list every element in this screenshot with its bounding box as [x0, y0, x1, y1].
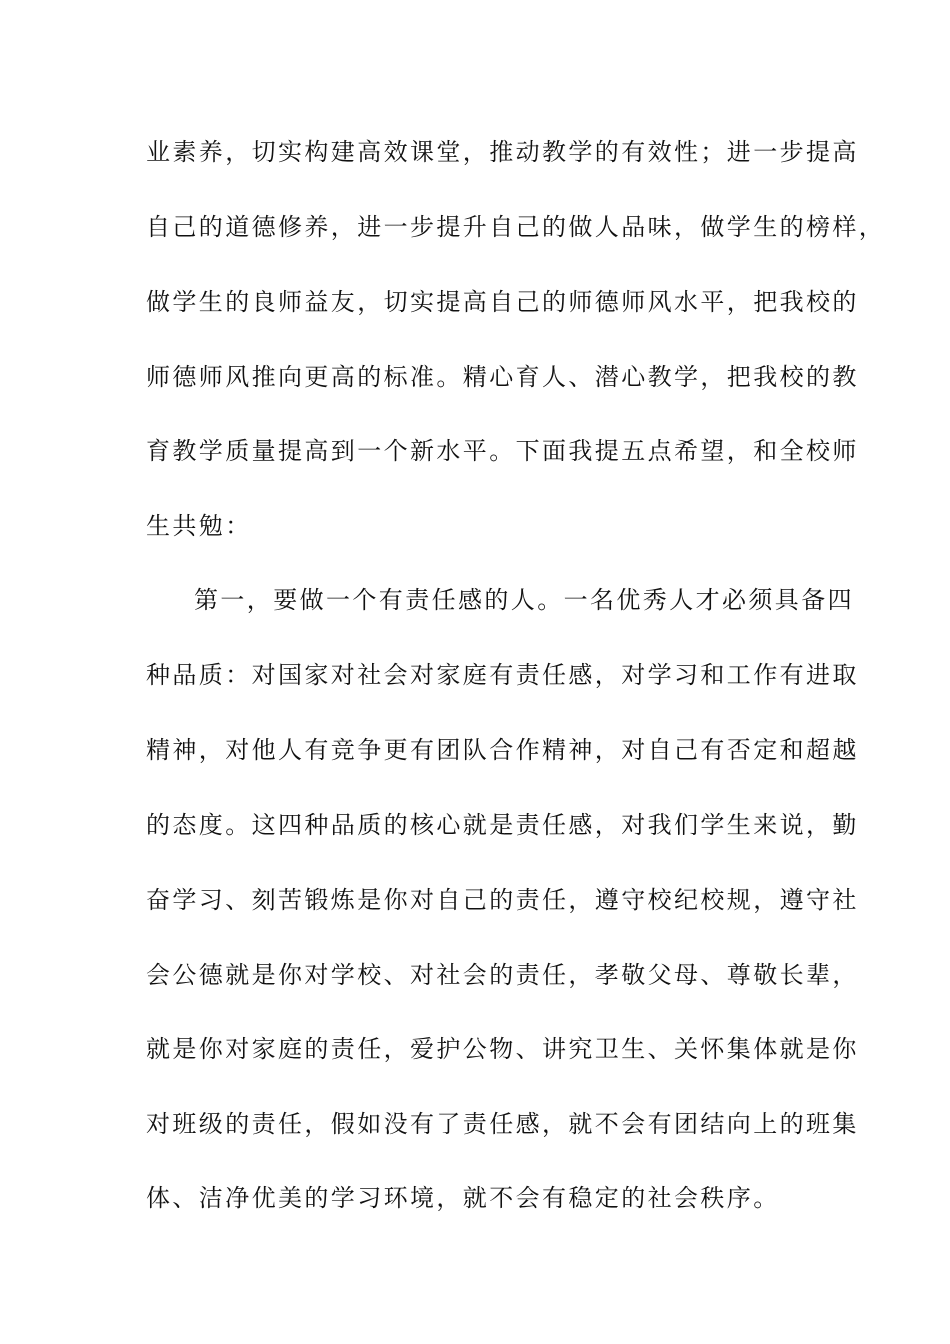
- paragraph-2-line-6: 会公德就是你对学校、对社会的责任，孝敬父母、尊敬长辈，: [146, 961, 859, 989]
- paragraph-1-line-3: 做学生的良师益友，切实提高自己的师德师风水平，把我校的: [146, 288, 859, 316]
- paragraph-2-line-5: 奋学习、刻苦锻炼是你对自己的责任，遵守校纪校规，遵守社: [146, 886, 859, 914]
- paragraph-2-line-7: 就是你对家庭的责任，爱护公物、讲究卫生、关怀集体就是你: [146, 1035, 859, 1063]
- paragraph-2-line-8: 对班级的责任，假如没有了责任感，就不会有团结向上的班集: [146, 1110, 859, 1138]
- paragraph-2-line-4: 的态度。这四种品质的核心就是责任感，对我们学生来说，勤: [146, 811, 859, 839]
- paragraph-1-line-2: 自己的道德修养，进一步提升自己的做人品味，做学生的榜样，: [146, 213, 886, 241]
- paragraph-2-line-1: 第一，要做一个有责任感的人。一名优秀人才必须具备四: [194, 586, 854, 614]
- paragraph-2-line-2: 种品质：对国家对社会对家庭有责任感，对学习和工作有进取: [146, 661, 859, 689]
- paragraph-1-line-6: 生共勉：: [146, 512, 252, 540]
- paragraph-1-line-4: 师德师风推向更高的标准。精心育人、潜心教学，把我校的教: [146, 363, 859, 391]
- paragraph-2-line-9: 体、洁净优美的学习环境，就不会有稳定的社会秩序。: [146, 1184, 780, 1212]
- paragraph-1-line-5: 育教学质量提高到一个新水平。下面我提五点希望，和全校师: [146, 437, 859, 465]
- paragraph-2-line-3: 精神，对他人有竞争更有团队合作精神，对自己有否定和超越: [146, 736, 859, 764]
- paragraph-1-line-1: 业素养，切实构建高效课堂，推动教学的有效性；进一步提高: [146, 138, 859, 166]
